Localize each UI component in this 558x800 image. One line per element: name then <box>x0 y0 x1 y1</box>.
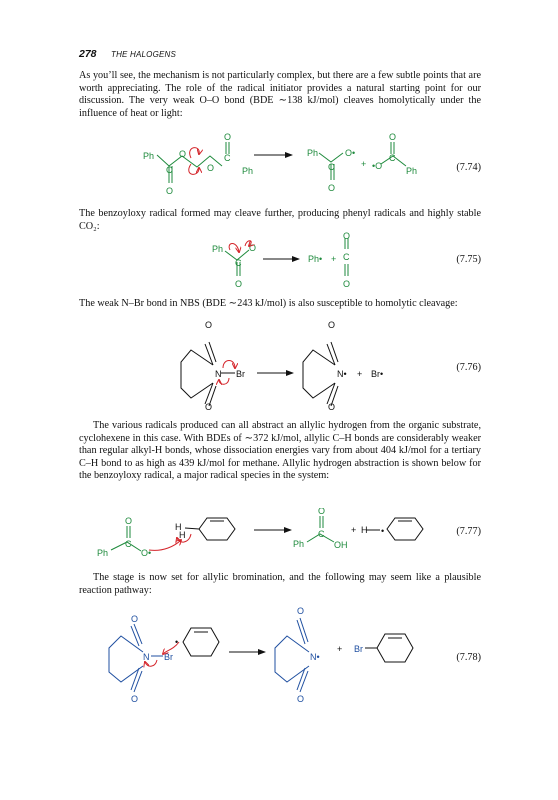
radical-dot: • <box>175 637 179 647</box>
carbon-label: C <box>125 539 132 549</box>
oxygen-radical-label: •O <box>372 161 383 171</box>
scheme-7-76-drawing <box>79 318 481 412</box>
bromine-label: Br <box>354 644 363 654</box>
plus-sign: + <box>331 254 337 264</box>
paragraph-abstraction: The various radicals produced can all abstract an allylic hydrogen from the organic substrate, cyclohexene in this case. With BDEs of ∼372 kJ/mol, allylic C–H bonds are considerably weaker than regular alkyl-H bonds, whose dissociation energies vary from about 404 kJ/mol for a tertiary C–H bond to as high as 439 kJ/mol for methane. Allylic hydrogen abstraction is shown below for the benzoyloxy radical, a major radical species in the system: <box>79 420 481 482</box>
oxygen-label: O <box>125 516 133 526</box>
oxygen-label: O <box>328 320 336 330</box>
hydrogen-label: H <box>361 525 368 535</box>
carbon-label: C <box>328 162 335 172</box>
scheme-7-76 <box>79 318 481 412</box>
page-header <box>79 44 176 62</box>
scheme-7-75 <box>79 232 481 292</box>
carbon-label: C <box>389 153 396 163</box>
equation-number: (7.74) <box>456 162 481 173</box>
nitrogen-label: N <box>143 652 150 662</box>
oxygen-label: O <box>249 243 257 253</box>
scheme-7-78 <box>79 602 481 706</box>
phenyl-radical-label: Ph• <box>308 254 323 264</box>
scheme-7-75-drawing <box>79 232 481 292</box>
bromine-label: Br <box>236 369 245 379</box>
plus-sign: + <box>337 644 343 654</box>
running-title: THE HALOGENS <box>110 50 177 59</box>
ph-label: Ph <box>212 244 224 254</box>
oxygen-label: O <box>235 279 243 289</box>
oxygen-label: O <box>297 606 305 616</box>
paragraph-intro: As you’ll see, the mechanism is not particularly complex, but there are a few subtle points that are worth appreciating. The role of the radical initiator provides a natural starting point for our discussion. The very weak O–O bond (BDE ∼138 kJ/mol) cleaves homolytically under the influence of heat or light: <box>79 70 481 119</box>
hydrogen-label: H <box>175 522 182 532</box>
plus-sign: + <box>351 525 357 535</box>
scheme-7-74-drawing <box>79 128 481 200</box>
oxygen-label: O <box>207 163 215 173</box>
equation-number: (7.77) <box>456 526 481 537</box>
carbon-label: C <box>224 153 231 163</box>
bromine-radical-label: Br• <box>371 369 384 379</box>
oxygen-radical-label: O• <box>141 548 152 558</box>
oxygen-label: O <box>224 132 232 142</box>
carbon-label: C <box>343 252 350 262</box>
paragraph-benzoyloxy: The benzoyloxy radical formed may cleave further, producing phenyl radicals and highly stable CO₂: <box>79 208 481 232</box>
page-number: 278 <box>79 48 97 60</box>
oxygen-label: O <box>297 694 305 704</box>
oxygen-label: O <box>179 149 187 159</box>
scheme-7-77-drawing <box>79 508 481 566</box>
scheme-7-78-drawing <box>79 602 481 706</box>
oxygen-label: O <box>389 132 397 142</box>
scheme-7-77 <box>79 508 481 566</box>
oxygen-label: O <box>205 402 213 412</box>
equation-number: (7.75) <box>456 254 481 265</box>
equation-number: (7.78) <box>456 652 481 663</box>
carbon-label: C <box>235 258 242 268</box>
oxygen-radical-label: O• <box>345 148 356 158</box>
carbon-label: C <box>166 165 173 175</box>
oxygen-label: O <box>205 320 213 330</box>
ph-label: Ph <box>307 148 319 158</box>
oxygen-label: O <box>328 183 336 193</box>
scheme-7-74 <box>79 128 481 200</box>
nitrogen-radical-label: N• <box>337 369 347 379</box>
nitrogen-label: N <box>215 369 222 379</box>
paragraph-bromination: The stage is now set for allylic bromination, and the following may seem like a plausible reaction pathway: <box>79 572 481 596</box>
ph-label: Ph <box>242 166 254 176</box>
ph-label: Ph <box>406 166 418 176</box>
oxygen-label: O <box>343 232 351 241</box>
ph-label: Ph <box>143 151 155 161</box>
ph-label: Ph <box>293 539 305 549</box>
carbon-label: C <box>318 529 325 539</box>
plus-sign: + <box>361 159 367 169</box>
oxygen-label: O <box>328 402 336 412</box>
nitrogen-radical-label: N• <box>310 652 320 662</box>
oxygen-label: O <box>131 694 139 704</box>
oxygen-label: O <box>131 614 139 624</box>
hydrogen-label: H <box>179 530 186 540</box>
bromine-label: Br <box>164 652 173 662</box>
oxygen-label: O <box>343 279 351 289</box>
paragraph-nbs: The weak N–Br bond in NBS (BDE ∼243 kJ/mol) is also susceptible to homolytic cleavage: <box>79 298 458 309</box>
equation-number: (7.76) <box>456 362 481 373</box>
radical-dot: • <box>381 526 385 536</box>
oxygen-label: O <box>166 186 174 196</box>
oxygen-label: O <box>318 508 326 516</box>
ph-label: Ph <box>97 548 109 558</box>
hydroxyl-label: OH <box>334 540 348 550</box>
plus-sign: + <box>357 369 363 379</box>
